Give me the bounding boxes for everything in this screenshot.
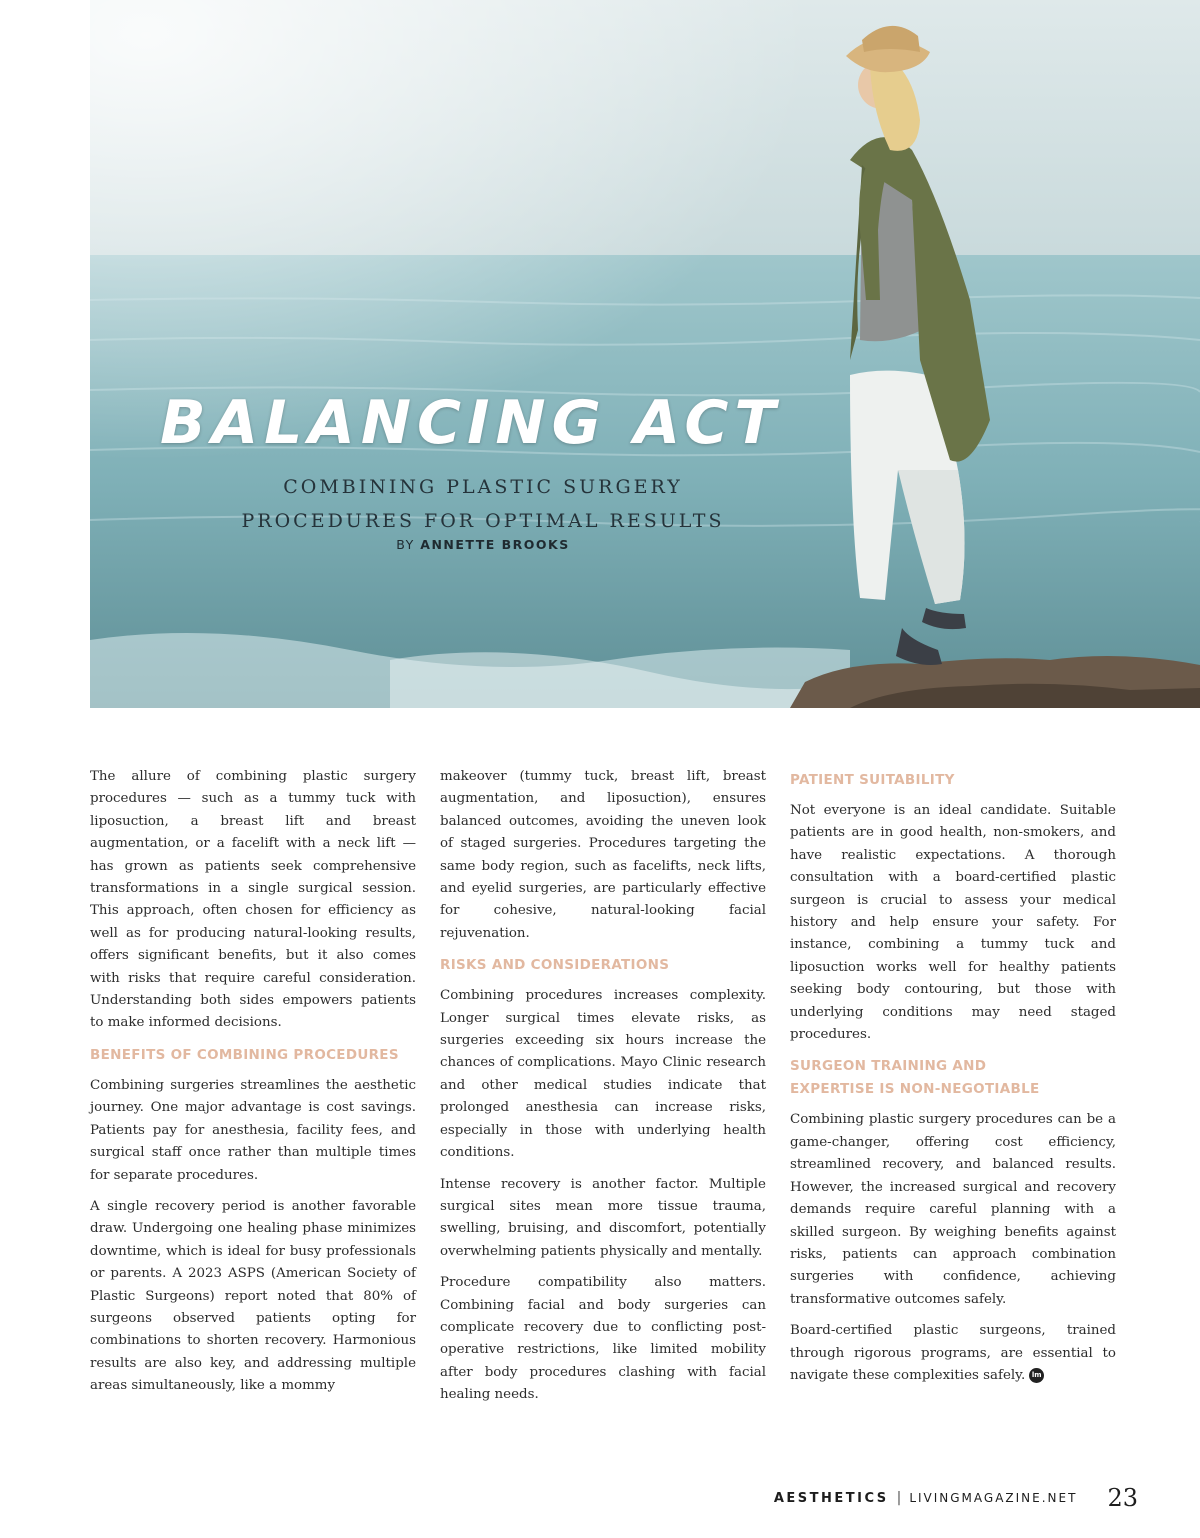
end-mark-icon: lm bbox=[1029, 1368, 1044, 1383]
paragraph: Combining surgeries streamlines the aesthetic journey. One major advantage is cost savings. Patients pay for anesthesia, facility fees, and surgical staff once rather than multiple times for separate procedures. bbox=[90, 1077, 416, 1183]
section-heading-benefits: BENEFITS OF COMBINING PROCEDURES bbox=[90, 1046, 399, 1063]
woman-standing-by-sea-photo bbox=[90, 0, 1200, 708]
paragraph: Not everyone is an ideal candidate. Suitable patients are in good health, non-smokers, and have realistic expectations. A thorough consultation with a board-certified plastic surgeon is crucial to assess your medical history and help ensure your safety. For instance, combining a tummy tuck and liposuction works well for healthy patients seeking body contouring, but those with underlying conditions may need staged procedures. bbox=[790, 803, 1116, 1043]
section-heading-surgeon bbox=[790, 1055, 1116, 1101]
footer-site: LIVINGMAGAZINE.NET bbox=[909, 1491, 1078, 1505]
page-number: 23 bbox=[1107, 1484, 1138, 1512]
article-headline: BALANCING ACT bbox=[160, 388, 782, 458]
footer-section: AESTHETICS bbox=[773, 1490, 889, 1506]
closing-text: Board-certified plastic surgeons, trained through rigorous programs, are essential to navigate these complexities safely. bbox=[790, 1323, 1116, 1383]
paragraph: makeover (tummy tuck, breast lift, breast augmentation, and liposuction), ensures balanced outcomes, avoiding the uneven look of staged surgeries. Procedures targeting the same body region, such as facelifts, neck lifts, and eyelid surgeries, are particularly effective for cohesive, natural-looking facial rejuvenation. bbox=[440, 769, 766, 941]
heading-line-1: SURGEON TRAINING AND bbox=[790, 1058, 987, 1075]
byline-prefix: BY bbox=[396, 537, 415, 552]
section-heading-risks: RISKS AND CONSIDERATIONS bbox=[440, 957, 670, 974]
footer-separator: | bbox=[896, 1490, 902, 1506]
paragraph: Combining procedures increases complexity. Longer surgical times elevate risks, as surgeries exceeding six hours increase the chances of complications. Mayo Clinic research and other medical studies indicate that prolonged anesthesia can increase risks, especially in those with underlying health conditions. bbox=[440, 988, 766, 1161]
paragraph: Combining plastic surgery procedures can be a game-changer, offering cost efficiency, streamlined recovery, and balanced results. However, the increased surgical and recovery demands require careful planning with a skilled surgeon. By weighing benefits against risks, patients can approach combination surgeries with confidence, achieving transformative outcomes safely. bbox=[790, 1112, 1116, 1307]
body-column-1 bbox=[90, 766, 416, 1407]
paragraph: The allure of combining plastic surgery procedures — such as a tummy tuck with liposuction, a breast lift and breast augmentation, or a facelift with a neck lift — has grown as patients seek comprehensive transformations in a single surgical session. This approach, often chosen for efficiency as well as for producing natural-looking results, offers significant benefits, but it also comes with risks that require careful consideration. Understanding both sides empowers patients to make informed decisions. bbox=[90, 769, 416, 1031]
paragraph: A single recovery period is another favorable draw. Undergoing one healing phase minimizes downtime, which is ideal for busy professionals or parents. A 2023 ASPS (American Society of Plastic Surgeons) report noted that 80% of surgeons observed patients opting for combinations to shorten recovery. Harmonious results are also key, and addressing multiple areas simultaneously, like a mommy bbox=[90, 1198, 416, 1394]
subhead-line-2: PROCEDURES FOR OPTIMAL RESULTS bbox=[241, 510, 725, 532]
body-column-2 bbox=[440, 766, 766, 1416]
heading-line-2: EXPERTISE IS NON-NEGOTIABLE bbox=[790, 1081, 1040, 1098]
paragraph: Procedure compatibility also matters. Combining facial and body surgeries can complicate recovery due to conflicting post-operative restrictions, like limited mobility after body procedures clashing with facial healing needs. bbox=[440, 1275, 766, 1403]
page-footer bbox=[774, 1483, 1138, 1513]
paragraph bbox=[790, 1320, 1116, 1387]
article-subhead bbox=[160, 470, 806, 538]
subhead-line-1: COMBINING PLASTIC SURGERY bbox=[283, 476, 683, 498]
paragraph: Intense recovery is another factor. Multiple surgical sites mean more tissue trauma, swelling, bruising, and discomfort, potentially overwhelming patients physically and mentally. bbox=[440, 1176, 766, 1259]
section-heading-suitability: PATIENT SUITABILITY bbox=[790, 772, 955, 788]
hero-photo bbox=[90, 0, 1200, 708]
byline bbox=[160, 537, 806, 552]
byline-author: ANNETTE BROOKS bbox=[420, 537, 570, 552]
body-column-3 bbox=[790, 766, 1116, 1396]
